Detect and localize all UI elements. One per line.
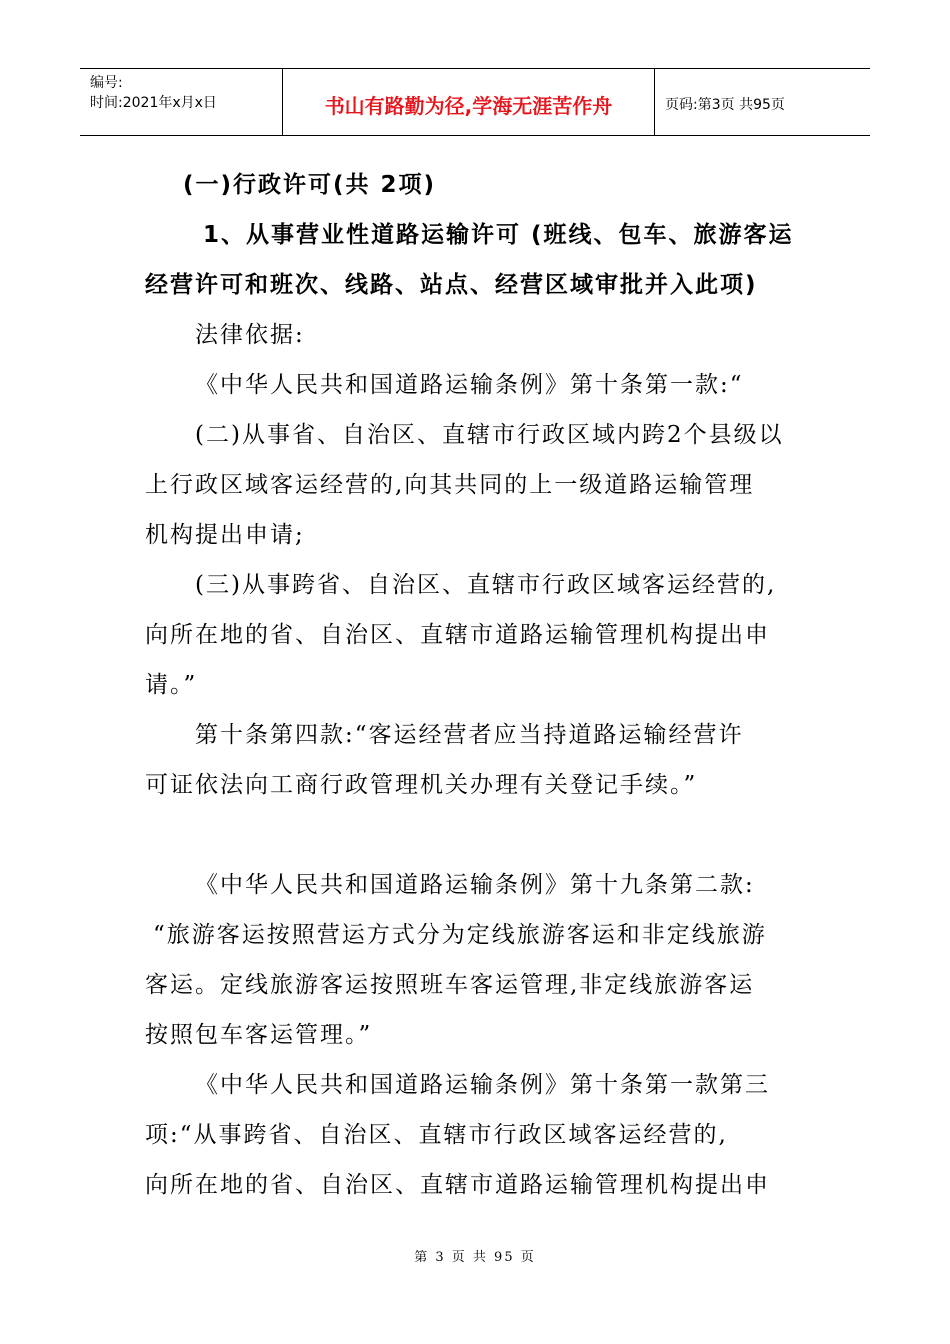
body-line: 《中华人民共和国道路运输条例》第十条第一款第三 [195,1072,770,1098]
body-line: 向所在地的省、自治区、直辖市道路运输管理机构提出申 [145,1172,770,1198]
footer-page-number: 第 3 页 共 95 页 [414,1250,536,1265]
paragraph-gap [145,810,810,860]
body-line: 请。” [145,672,198,698]
code-label: 编号: [90,75,123,91]
document-body [145,160,810,1210]
body-line: 《中华人民共和国道路运输条例》第十条第一款:“ [195,372,744,398]
legal-basis-label: 法律依据: [195,322,305,348]
page-footer [0,1246,950,1265]
body-line: 机构提出申请; [145,522,305,548]
header-table [80,68,870,136]
header-motto-cell [283,69,655,135]
time-label: 时间:2021年x月x日 [90,95,217,111]
body-line: 向所在地的省、自治区、直辖市道路运输管理机构提出申 [145,622,770,648]
body-line: 可证依法向工商行政管理机关办理有关登记手续。” [145,772,698,798]
motto-text: 书山有路勤为径,学海无涯苦作舟 [324,93,613,118]
body-line: 上行政区域客运经营的,向其共同的上一级道路运输管理 [145,472,755,498]
header-page-cell [655,69,870,135]
item-title-line-2: 经营许可和班次、线路、站点、经营区域审批并入此项) [145,272,758,298]
body-line: 项:“从事跨省、自治区、直辖市行政区域客运经营的, [145,1122,728,1148]
body-line: “旅游客运按照营运方式分为定线旅游客运和非定线旅游 [153,922,767,948]
body-line: 《中华人民共和国道路运输条例》第十九条第二款: [195,872,755,898]
body-line: (二)从事省、自治区、直辖市行政区域内跨2个县级以 [195,422,784,448]
item-title-line-1: 1、从事营业性道路运输许可 (班线、包车、旅游客运 [203,222,794,248]
header-page-info: 页码:第3页 共95页 [665,97,785,113]
section-title: (一)行政许可(共 2项) [183,172,437,198]
body-line: 第十条第四款:“客运经营者应当持道路运输经营许 [195,722,744,748]
body-line: 客运。定线旅游客运按照班车客运管理,非定线旅游客运 [145,972,755,998]
body-line: (三)从事跨省、自治区、直辖市行政区域客运经营的, [195,572,777,598]
header-meta-cell [80,69,283,135]
body-line: 按照包车客运管理。” [145,1022,373,1048]
